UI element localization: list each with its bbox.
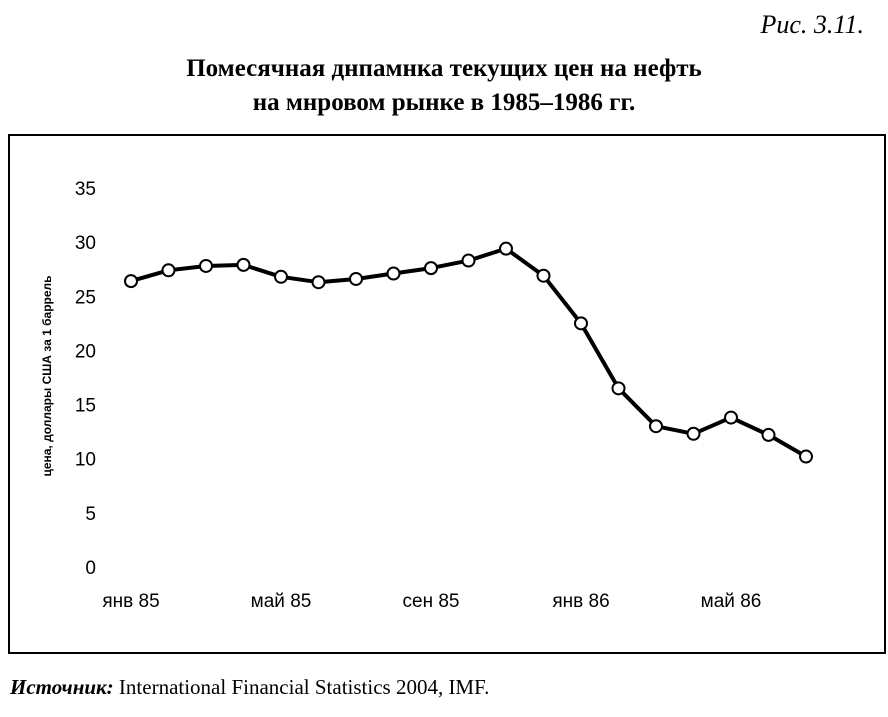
y-tick-label: 20 [74,341,96,363]
data-point [688,428,700,440]
y-tick-label: 10 [74,449,96,471]
data-point [763,429,775,441]
x-tick-label: май 86 [700,591,762,612]
y-tick-label: 5 [85,503,96,525]
data-point [163,264,175,276]
data-point [425,262,437,274]
y-tick-label: 30 [74,233,96,255]
data-point [125,275,137,287]
figure-label: Рис. 3.11. [760,10,864,39]
x-tick-label: сен 85 [402,591,460,612]
y-tick-label: 15 [74,395,96,417]
data-point [388,268,400,280]
chart-title-line-1: Помесячная днпамнка текущих цен на нефть [186,55,702,82]
x-tick-label: янв 86 [552,591,610,612]
source-text: International Financial Statistics 2004, IMF. [118,675,490,699]
data-point [650,420,662,432]
y-tick-label: 35 [74,179,96,200]
data-point [575,317,587,329]
data-point [538,270,550,282]
data-point [313,276,325,288]
data-point [500,243,512,255]
series-line [131,249,806,457]
source-label: Источник: [10,675,114,699]
chart-title-line-2: на мнровом рынке в 1985–1986 гг. [252,89,636,116]
x-tick-label: янв 85 [102,591,160,612]
data-point [725,412,737,424]
data-point [200,260,212,272]
y-tick-label: 0 [85,558,96,579]
data-point [613,382,625,394]
x-tick-label: май 85 [250,591,312,612]
y-axis-label: цена, доллары США за 1 баррель [40,275,54,477]
data-point [238,259,250,271]
data-point [800,451,812,463]
data-point [350,273,362,285]
source-note [10,675,489,700]
data-point [463,255,475,267]
y-tick-label: 25 [74,287,96,309]
data-point [275,271,287,283]
